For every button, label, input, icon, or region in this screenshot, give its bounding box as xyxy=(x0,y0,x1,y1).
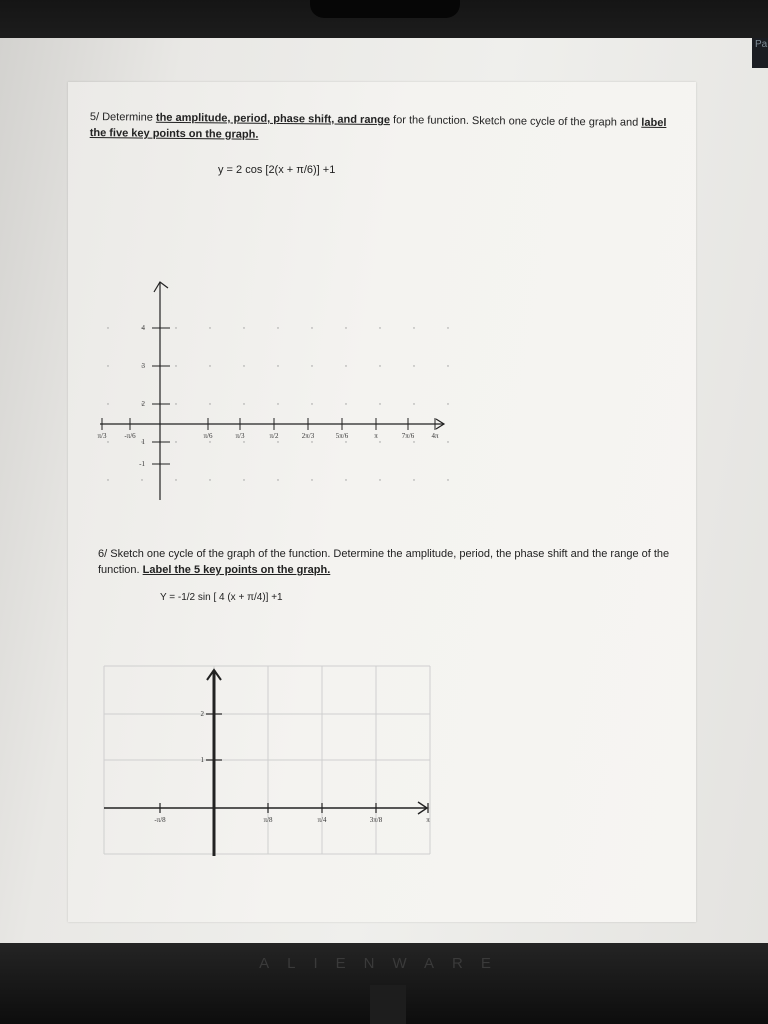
x-tick-label: 4π xyxy=(431,432,439,440)
monitor-stand xyxy=(370,985,406,1024)
question-5-underlined-params: the amplitude, period, phase shift, and range xyxy=(155,111,391,127)
question-6-graph xyxy=(102,664,442,864)
question-6-equation: Y = -1/2 sin [ 4 (x + π/4)] +1 xyxy=(160,592,283,603)
x-tick-label: π/4 xyxy=(317,816,327,824)
y-tick-label: 4 xyxy=(141,324,145,332)
question-5-graph xyxy=(90,232,530,502)
monitor-screen xyxy=(0,38,768,943)
grid-dots xyxy=(107,327,448,502)
question-5-intro: 5/ Determine xyxy=(89,110,157,124)
x-tick-label: π/8 xyxy=(263,816,273,824)
question-6-text xyxy=(98,546,678,578)
webcam-notch xyxy=(310,0,460,18)
corner-tab[interactable] xyxy=(752,38,768,68)
question-6-underlined-label: Label the 5 key points on the graph. xyxy=(142,564,331,576)
question-5-text xyxy=(90,109,686,147)
y-tick-label: 1 xyxy=(141,438,145,446)
x-tick-label: π xyxy=(374,432,378,440)
question-5-underlined-label: label the five key points on the graph. xyxy=(89,116,667,141)
x-tick-label: π/2 xyxy=(269,432,279,440)
y-tick-label: -1 xyxy=(139,460,145,468)
y-tick-label: 2 xyxy=(141,400,145,408)
x-tick-label: 5π/6 xyxy=(335,432,349,440)
x-tick-label: π/3 xyxy=(97,432,107,440)
corner-tab-label: Pa xyxy=(755,39,768,50)
monitor-brand-logo: ALIENWARE xyxy=(259,955,509,972)
question-5-mid: for the function. Sketch one cycle of the graph and xyxy=(389,114,642,129)
monitor-top-bezel xyxy=(0,0,768,40)
x-tick-label: π/3 xyxy=(235,432,245,440)
x-tick-label: 3π/8 xyxy=(369,816,383,824)
x-tick-label: 7π/6 xyxy=(401,432,415,440)
y-tick-label: 3 xyxy=(141,362,145,370)
y-tick-label: 2 xyxy=(200,710,204,718)
x-tick-label: π xyxy=(426,816,430,824)
x-tick-label: π/6 xyxy=(203,432,213,440)
worksheet-page xyxy=(68,82,696,922)
y-tick-label: 1 xyxy=(200,756,204,764)
x-tick-label: -π/8 xyxy=(154,816,166,824)
grid-lines xyxy=(104,666,430,854)
y-axis-arrow xyxy=(154,282,168,292)
x-tick-label: 2π/3 xyxy=(301,432,315,440)
question-6-intro: 6/ Sketch one cycle of the graph of the function. Determine the amplitude, period, the phase shift and the range of the function. xyxy=(98,548,670,576)
question-5-equation: y = 2 cos [2(x + π/6)] +1 xyxy=(218,164,336,176)
x-tick-label: -π/6 xyxy=(124,432,136,440)
